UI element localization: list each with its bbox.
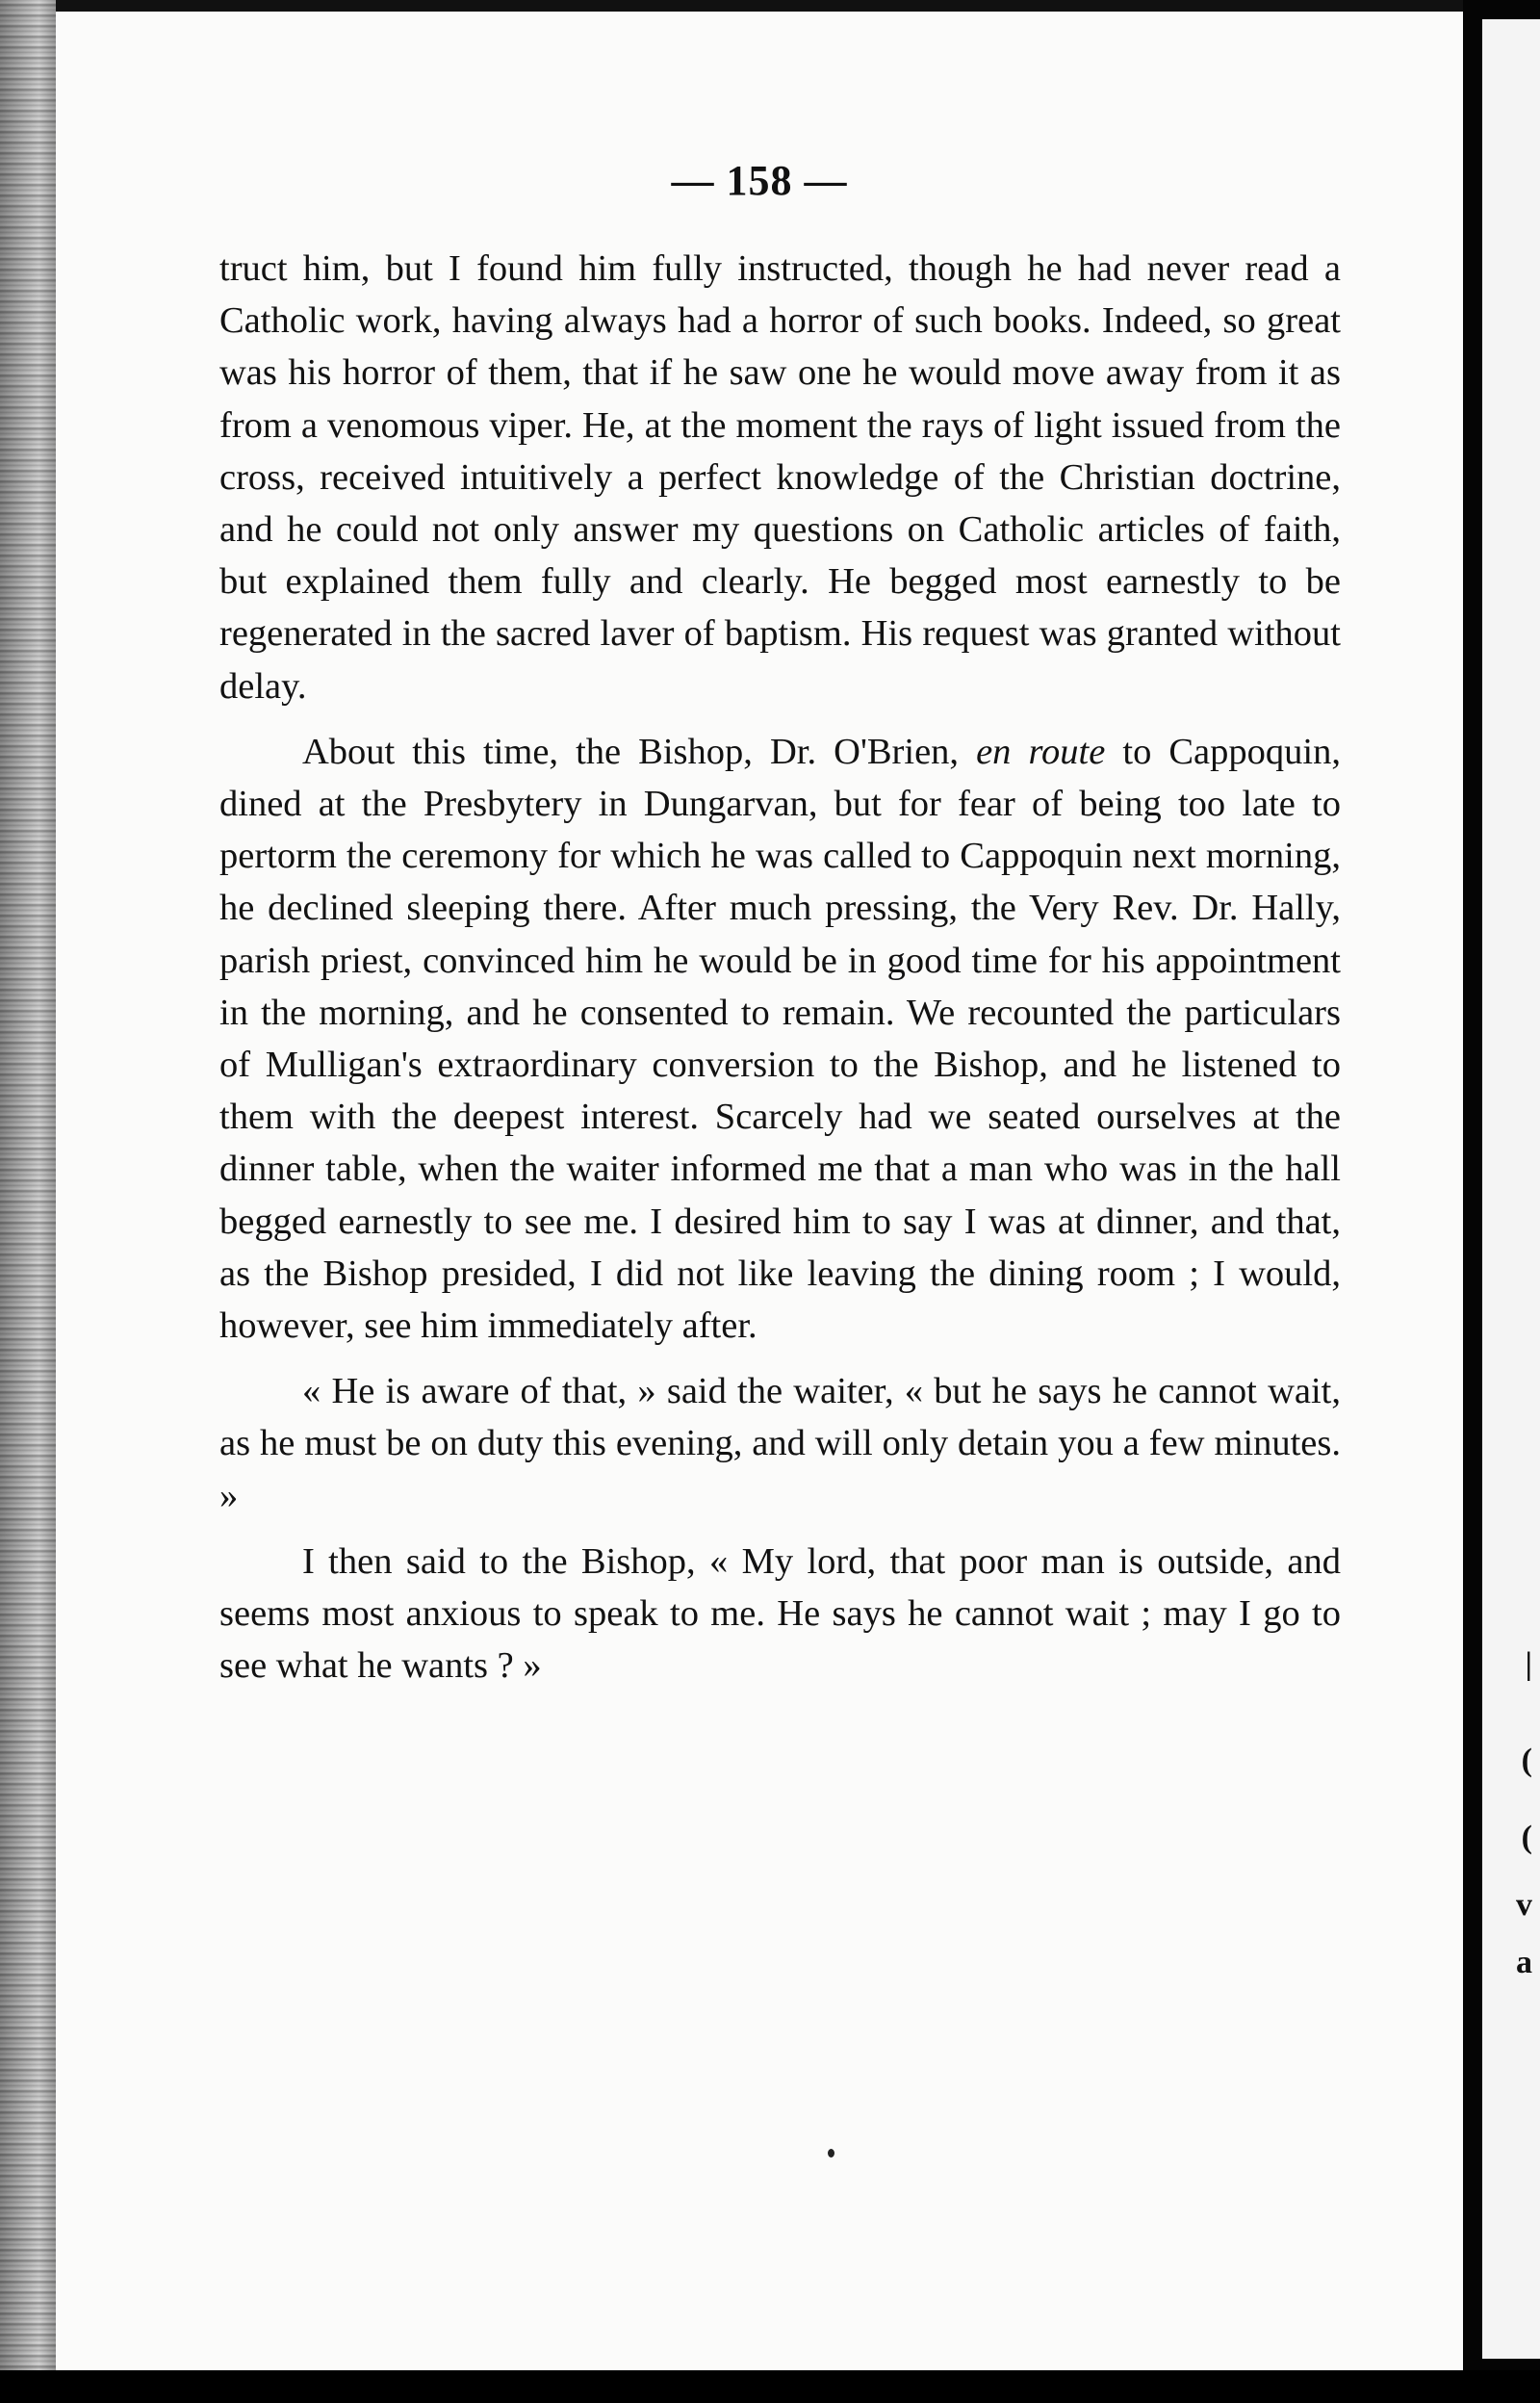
paragraph: truct him, but I found him fully instructed, though he had never read a Catholic work, having always had a horror of such books. Indeed, so great was his horror of them, that if he saw one he would move away from it as from a venomous viper. He, at the moment the rays of light issued from the cross, received intuitively a perfect knowledge of the Christian doctrine, and he could not only answer my questions on Catholic articles of faith, but explained them fully and clearly. He begged most earnestly to be regenerated in the sacred laver of baptism. His request was granted without delay. — [219, 248, 1341, 707]
next-page-fragment: ( — [1521, 1820, 1532, 1855]
bottom-edge — [0, 2370, 1540, 2403]
paragraph-text: to Cappoquin, dined at the Presbytery in Dungarvan, but for fear of being too late to pertorm the ceremony for which he was called to Cappoquin next morning, he declined sleeping there. After much pressing, the Very Rev. Dr. Hally, parish priest, convinced him he would be in good time for his appointment in the morning, and he consented to remain. We recounted the particulars of Mulligan's extraordinary conversion to the Bishop, and he listened to them with the deepest interest. Scarcely had we seated ourselves at the dinner table, when the waiter informed me that a man who was in the hall begged earnestly to see me. I desired him to say I was at dinner, and that, as the Bishop presided, I did not like leaving the dining room ; I would, however, see him immediately after. — [219, 731, 1341, 1347]
paragraph-text: About this time, the Bishop, Dr. O'Brien, — [302, 731, 977, 772]
paragraph — [219, 726, 1341, 1352]
top-edge — [56, 0, 1463, 12]
paragraph: « He is aware of that, » said the waiter, « but he says he cannot wait, as he must be on duty this evening, and will only detain you a few minutes. » — [219, 1371, 1341, 1516]
next-page-fragment: ( — [1521, 1743, 1532, 1778]
next-page-strip — [1482, 19, 1540, 2359]
page-number: — 158 — — [671, 157, 848, 204]
book-page — [56, 12, 1463, 2370]
paragraph: I then said to the Bishop, « My lord, that poor man is outside, and seems most anxious to speak to me. He says he cannot wait ; may I go to see what he wants ? » — [219, 1540, 1341, 1687]
next-page-fragment: v — [1516, 1887, 1532, 1923]
next-page-fragment: a — [1516, 1945, 1532, 1980]
body-text — [219, 243, 1341, 1705]
next-page-fragment: | — [1525, 1646, 1532, 1682]
italic-phrase: en route — [976, 731, 1106, 772]
ink-speck — [828, 2149, 834, 2158]
left-binding-edge — [0, 0, 56, 2403]
